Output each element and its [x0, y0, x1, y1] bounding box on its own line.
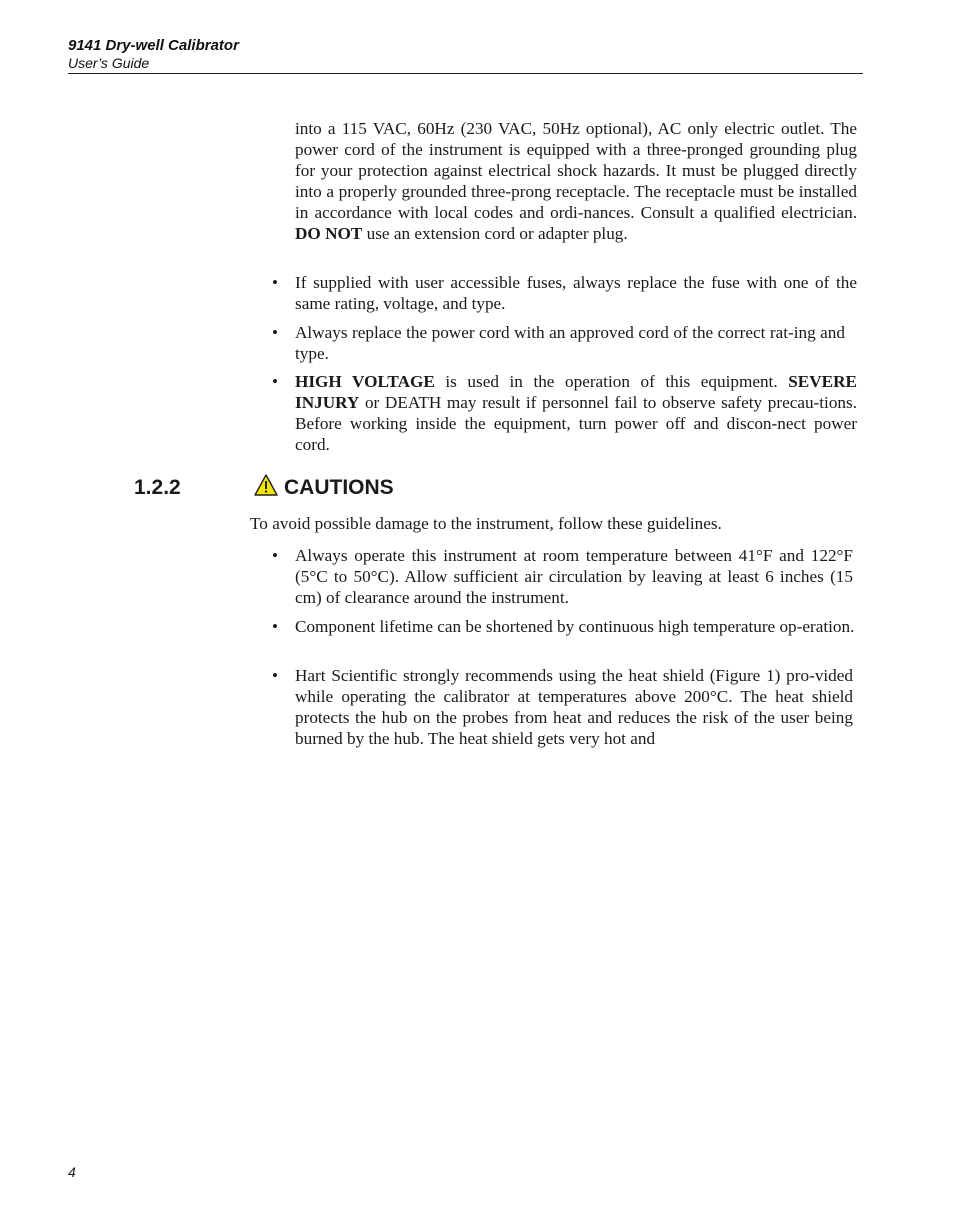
bold-text-run: SEVERE INJURY	[295, 372, 857, 412]
bullet-marker: •	[272, 617, 278, 636]
text-run: or DEATH may result if personnel fail to observe safety precau-tions. Before working inside the equipment, turn power off and discon-nect power cord.	[295, 393, 857, 454]
bullet-marker: •	[272, 372, 278, 391]
section-heading	[254, 476, 394, 500]
warning-triangle-icon	[254, 474, 278, 496]
text-run: If supplied with user accessible fuses, always replace the fuse with one of the same rating, voltage, and type.	[295, 273, 857, 313]
caution-bullet-lifetime: Component lifetime can be shortened by continuous high temperature op-eration.	[295, 617, 855, 636]
text-run: is used in the operation of this equipment.	[434, 372, 789, 391]
bold-text-run: DO NOT	[295, 224, 363, 243]
text-run: use an extension cord or adapter plug.	[362, 224, 628, 243]
section-number: 1.2.2	[134, 476, 181, 499]
bullet-marker: •	[272, 666, 278, 685]
warning-bullet-power-cord	[295, 322, 845, 364]
caution-bullet-temperature: Always operate this instrument at room temperature between 41°F and 122°F (5°C to 50°C). Allow sufficient air circulation by leaving at least 6 inches (15 cm) of clearance around the instrument.	[295, 546, 853, 607]
cautions-intro: To avoid possible damage to the instrument, follow these guidelines.	[250, 514, 722, 533]
text-run: into a 115 VAC, 60Hz (230 VAC, 50Hz optional), AC only electric outlet. The power cord of the instrument is equipped with a three-pronged grounding plug for your protection against electrical shock hazards. It must be plugged directly into a properly grounded three-prong receptacle. The receptacle must be installed in accordance with local codes and ordi-nances. Consult a qualified electrician.	[295, 119, 857, 222]
text-run: Always replace the power cord with an approved cord of the correct rat-ing and type.	[295, 323, 845, 363]
page-number: 4	[68, 1164, 76, 1180]
section-title: CAUTIONS	[284, 476, 394, 499]
document-subtitle: User’s Guide	[68, 55, 150, 71]
bullet-marker: •	[272, 546, 278, 565]
header-divider	[68, 73, 863, 74]
bullet-marker: •	[272, 323, 278, 342]
bullet-marker: •	[272, 273, 278, 292]
document-title: 9141 Dry-well Calibrator	[68, 37, 239, 54]
bold-text-run: HIGH VOLTAGE	[295, 372, 435, 391]
warning-paragraph	[295, 118, 857, 244]
warning-bullet-fuse	[295, 272, 857, 314]
warning-bullet-high-voltage	[295, 371, 857, 455]
caution-bullet-heat-shield: Hart Scientific strongly recommends using the heat shield (Figure 1) pro-vided while operating the calibrator at temperatures above 200°C. The heat shield protects the hub on the probes from heat and reduces the risk of the user being burned by the hub. The heat shield gets very hot and	[295, 666, 853, 748]
